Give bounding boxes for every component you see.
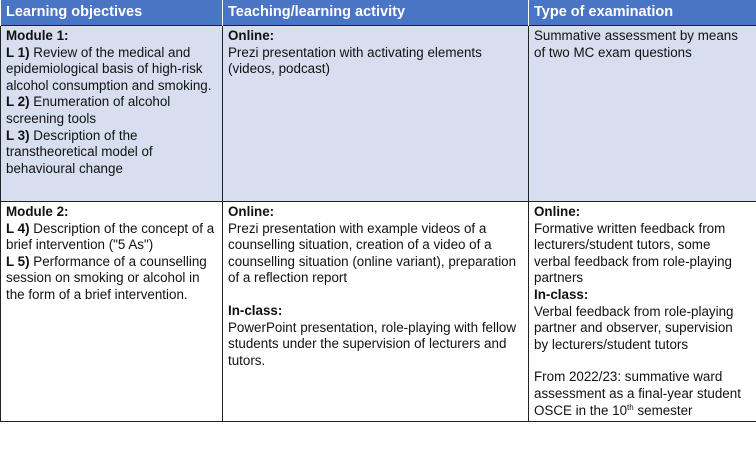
objective-text: Review of the medical and epidemiological basis of high-risk alcohol consumption and smoking. <box>6 44 212 93</box>
objective-l3 <box>6 128 216 178</box>
module-1-examination <box>529 26 756 202</box>
activity-online-text: Prezi presentation with example videos of a counselling situation, creation of a video of a counselling situation (online variant), preparation of a reflection report <box>228 220 517 286</box>
osce-main: From 2022/23: summative ward assessment as a final-year student OSCE in the 10 <box>534 369 741 418</box>
objective-label: L 4) <box>6 220 30 236</box>
objective-l2 <box>6 94 216 127</box>
objective-text: Description of the concept of a brief intervention ("5 As") <box>6 220 215 253</box>
activity-inclass-label: In-class: <box>228 302 283 318</box>
activity-online-label: Online: <box>228 204 275 219</box>
osce-superscript: th <box>627 402 634 412</box>
module-2-row <box>1 202 756 422</box>
objective-l4 <box>6 221 216 254</box>
module-2-activity <box>223 202 529 422</box>
objective-label: L 2) <box>6 94 30 110</box>
exam-inclass-label: In-class: <box>534 286 589 302</box>
objective-label: L 5) <box>6 253 30 269</box>
objective-text: Description of the transtheoretical model of behavioural change <box>6 127 153 176</box>
exam-online-label: Online: <box>534 204 581 219</box>
module-2-examination <box>529 202 756 422</box>
objective-label: L 1) <box>6 44 30 60</box>
module-2-title: Module 2: <box>6 204 69 219</box>
module-1-objectives <box>1 26 223 202</box>
module-2-objectives <box>1 202 223 422</box>
objective-text: Enumeration of alcohol screening tools <box>6 94 171 126</box>
header-teaching-activity: Teaching/learning activity <box>223 0 529 26</box>
activity-inclass-text: PowerPoint presentation, role-playing with fellow students under the supervision of lecturers and tutors. <box>228 319 517 368</box>
exam-inclass-text: Verbal feedback from role-playing partner and observer, supervision by lecturers/student tutors <box>534 303 734 352</box>
objective-l1 <box>6 45 216 95</box>
module-1-title: Module 1: <box>6 28 69 43</box>
exam-osce-text <box>534 369 750 419</box>
activity-online-text: Prezi presentation with activating elements (videos, podcast) <box>228 44 482 77</box>
header-learning-objectives: Learning objectives <box>1 0 223 26</box>
objective-l5 <box>6 254 216 304</box>
osce-end: semester <box>633 402 693 418</box>
spacer <box>534 353 750 369</box>
header-row <box>1 0 756 26</box>
exam-text: Summative assessment by means of two MC exam questions <box>534 28 738 60</box>
module-1-activity <box>223 26 529 202</box>
objective-label: L 3) <box>6 127 30 143</box>
header-type-of-examination: Type of examination <box>529 0 756 26</box>
objective-text: Performance of a counselling session on smoking or alcohol in the form of a brief intervention. <box>6 253 207 302</box>
exam-online-text: Formative written feedback from lecturers/student tutors, some verbal feedback from role-playing partners <box>534 220 732 286</box>
activity-online-label: Online: <box>228 28 275 43</box>
module-1-row <box>1 26 756 202</box>
spacer <box>228 287 522 303</box>
